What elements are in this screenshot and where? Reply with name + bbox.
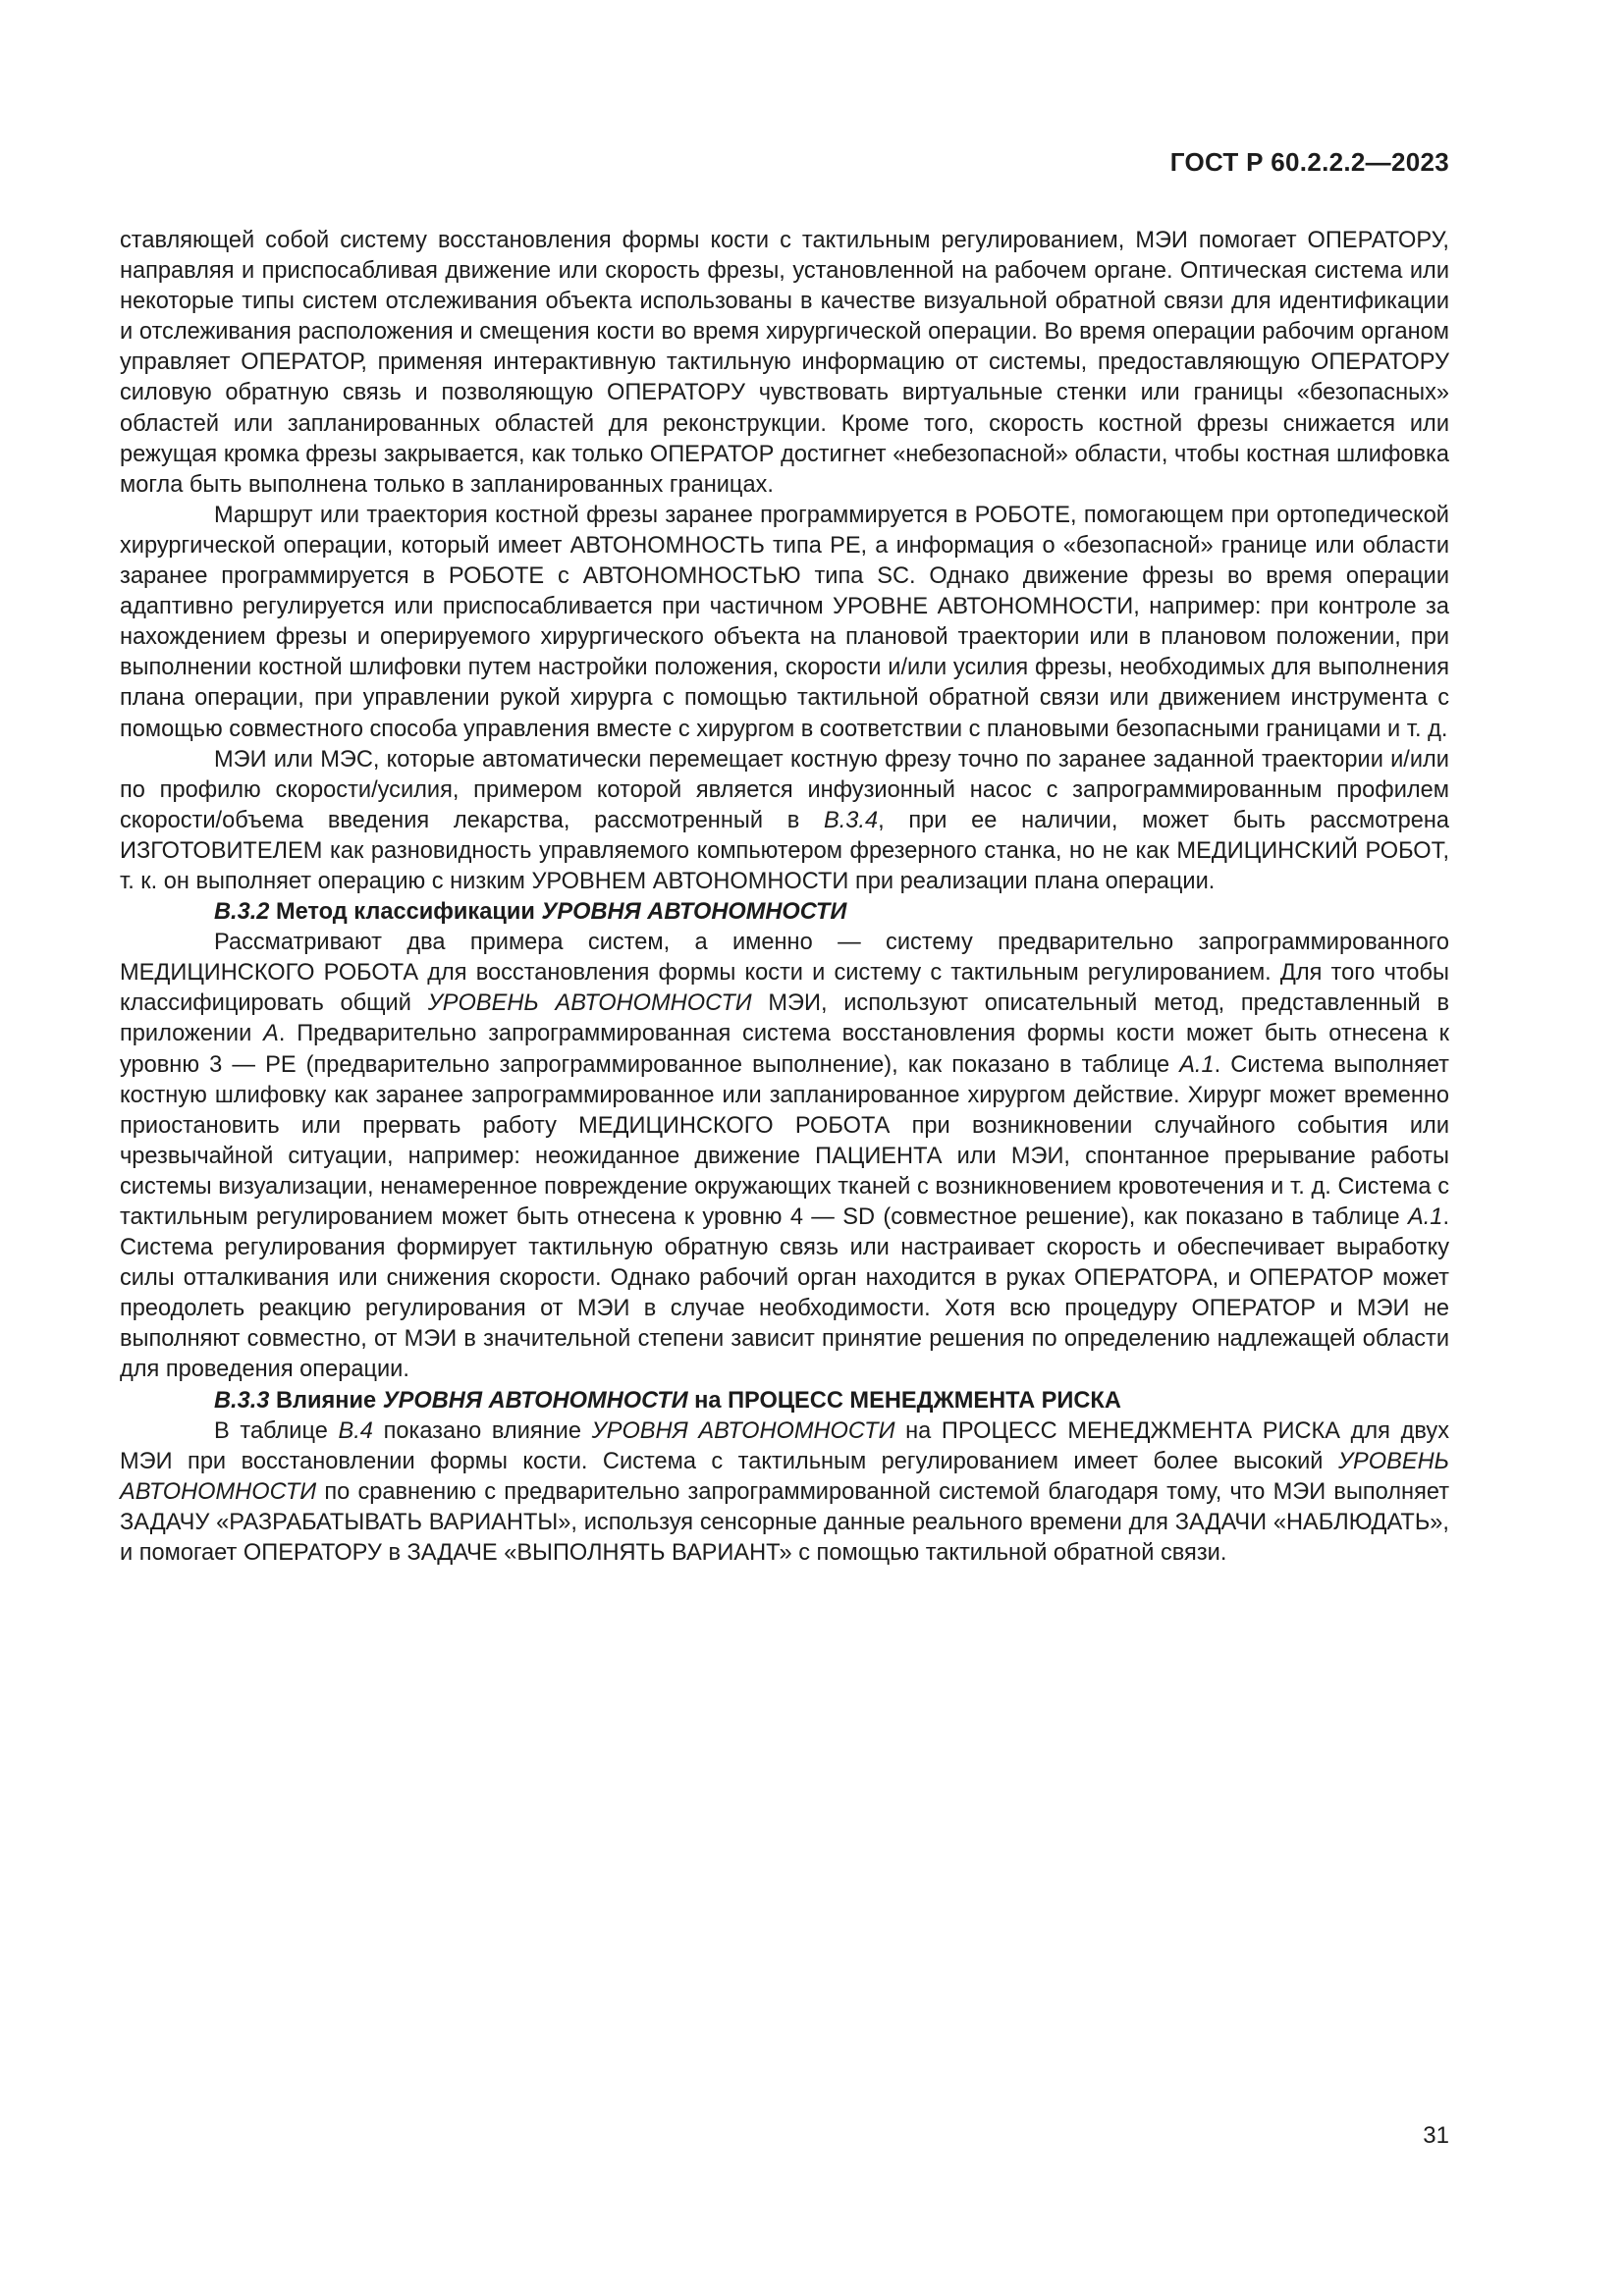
section-number: В.3.2	[214, 899, 270, 926]
paragraph-text: . Система регулирования формирует тактильную обратную связь или настраивает скорость и обеспечивает выработку силы отталкивания или снижения скорости. Однако рабочий орган находится в руках ОПЕРАТОРА, и ОПЕРАТОР может преодолеть реакцию регулирования от МЭИ в случае необходимости. Хотя всю процедуру ОПЕРАТОР и МЭИ не выполняют совместно, от МЭИ в значительной степени зависит принятие решения по определению надлежащей области для проведения операции.	[120, 1204, 1449, 1383]
paragraph-risk-management	[120, 1416, 1449, 1569]
term-emphasis: УРОВНЯ АВТОНОМНОСТИ	[591, 1417, 895, 1444]
appendix-reference: А	[263, 1021, 279, 1047]
section-title-emphasis: УРОВНЯ АВТОНОМНОСТИ	[541, 899, 847, 926]
paragraph-text: показано влияние	[372, 1417, 592, 1444]
section-title-emphasis: УРОВНЯ АВТОНОМНОСТИ	[382, 1387, 688, 1414]
table-reference: В.4	[338, 1417, 373, 1444]
paragraph-text: . Предварительно запрограммированная система восстановления формы кости может быть отнесена к уровню 3 — РЕ (предварительно запрограммированное выполнение), как показано в таблице	[120, 1021, 1449, 1078]
paragraph-text: Маршрут или траектория костной фрезы заранее программируется в РОБОТЕ, помогающем при ортопедической хирургической операции, который имеет АВТОНОМНОСТЬ типа РЕ, а информация о «безопасной» границе или области заранее программируется в РОБОТЕ с АВТОНОМНОСТЬЮ типа SC. Однако движение фрезы во время операции адаптивно регулируется или приспосабливается при частичном УРОВНЕ АВТОНОМНОСТИ, например: при контроле за нахождением фрезы и оперируемого хирургического объекта на плановой траектории или в плановом положении, при выполнении костной шлифовки путем настройки положения, скорости и/или усилия фрезы, необходимых для выполнения плана операции, при управлении рукой хирурга с помощью тактильной обратной связи или движением инструмента с помощью совместного способа управления вместе с хирургом в соответствии с плановыми безопасными границами и т. д.	[120, 502, 1449, 742]
section-title: на ПРОЦЕСС МЕНЕДЖМЕНТА РИСКА	[687, 1387, 1121, 1414]
section-reference: В.3.4	[823, 807, 879, 833]
section-number: В.3.3	[214, 1387, 270, 1414]
document-header-standard: ГОСТ Р 60.2.2.2—2023	[1169, 147, 1449, 177]
section-title: Метод классификации	[269, 899, 542, 926]
section-heading-b32	[120, 897, 1449, 928]
term-emphasis: УРОВЕНЬ АВТОНОМНОСТИ	[120, 1448, 1449, 1505]
paragraph-text: на ПРОЦЕСС МЕНЕДЖМЕНТА РИСКА для двух МЭИ при восстановлении формы кости. Система с тактильным регулированием имеет более высокий	[120, 1417, 1449, 1474]
paragraph-text: . Система выполняет костную шлифовку как заранее запрограммированное или запланированное хирургом действие. Хирург может временно приостановить или прервать работу МЕДИЦИНСКОГО РОБОТА при возникновении случайного события или чрезвычайной ситуации, например: неожиданное движение ПАЦИЕНТА или МЭИ, спонтанное прерывание работы системы визуализации, ненамеренное повреждение окружающих тканей с возникновением кровотечения и т. д. Система с тактильным регулированием может быть отнесена к уровню 4 — SD (совместное решение), как показано в таблице	[120, 1051, 1449, 1230]
paragraph-mei-mes	[120, 745, 1449, 897]
paragraph-text: Рассматривают два примера систем, а именно — систему предварительно запрограммированного МЕДИЦИНСКОГО РОБОТА для восстановления формы кости и систему с тактильным регулированием. Для того чтобы классифицировать общий	[120, 930, 1449, 1017]
paragraph-text: МЭИ, используют описательный метод, представленный в приложении	[120, 990, 1449, 1047]
page-number: 31	[1423, 2122, 1449, 2149]
paragraph-text: по сравнению с предварительно запрограммированной системой благодаря тому, что МЭИ выполняет ЗАДАЧУ «РАЗРАБАТЫВАТЬ ВАРИАНТЫ», используя сенсорные данные реального времени для ЗАДАЧИ «НАБЛЮДАТЬ», и помогает ОПЕРАТОРУ в ЗАДАЧЕ «ВЫПОЛНЯТЬ ВАРИАНТ» с помощью тактильной обратной связи.	[120, 1478, 1449, 1567]
section-title: Влияние	[269, 1387, 383, 1414]
term-emphasis: УРОВЕНЬ АВТОНОМНОСТИ	[427, 990, 752, 1017]
table-reference: А.1	[1179, 1051, 1215, 1078]
paragraph-text: ставляющей собой систему восстановления формы кости с тактильным регулированием, МЭИ помогает ОПЕРАТОРУ, направляя и приспосабливая движение или скорость фрезы, установленной на рабочем органе. Оптическая система или некоторые типы систем отслеживания объекта использованы в качестве визуальной обратной связи для идентификации и отслеживания расположения и смещения кости во время хирургической операции. Во время операции рабочим органом управляет ОПЕРАТОР, применяя интерактивную тактильную информацию от системы, предоставляющую ОПЕРАТОРУ силовую обратную связь и позволяющую ОПЕРАТОРУ чувствовать виртуальные стенки или границы «безопасных» областей или запланированных областей для реконструкции. Кроме того, скорость костной фрезы снижается или режущая кромка фрезы закрывается, как только ОПЕРАТОР достигнет «небезопасной» области, чтобы костная шлифовка могла быть выполнена только в запланированных границах.	[120, 228, 1449, 498]
paragraph-bone-cutter-route	[120, 501, 1449, 745]
section-heading-b33	[120, 1386, 1449, 1416]
document-body	[120, 226, 1449, 1569]
paragraph-text: , при ее наличии, может быть рассмотрена ИЗГОТОВИТЕЛЕМ как разновидность управляемого компьютером фрезерного станка, но не как МЕДИЦИНСКИЙ РОБОТ, т. к. он выполняет операцию с низким УРОВНЕМ АВТОНОМНОСТИ при реализации плана операции.	[120, 807, 1449, 894]
paragraph-classification	[120, 928, 1449, 1385]
paragraph-text: МЭИ или МЭС, которые автоматически перемещает костную фрезу точно по заранее заданной траектории и/или по профилю скорости/усилия, примером которой является инфузионный насос с запрограммированным профилем скорости/объема введения лекарства, рассмотренный в	[120, 746, 1449, 833]
table-reference: А.1	[1408, 1204, 1443, 1230]
paragraph-continuation	[120, 226, 1449, 501]
paragraph-text: В таблице	[214, 1417, 339, 1444]
